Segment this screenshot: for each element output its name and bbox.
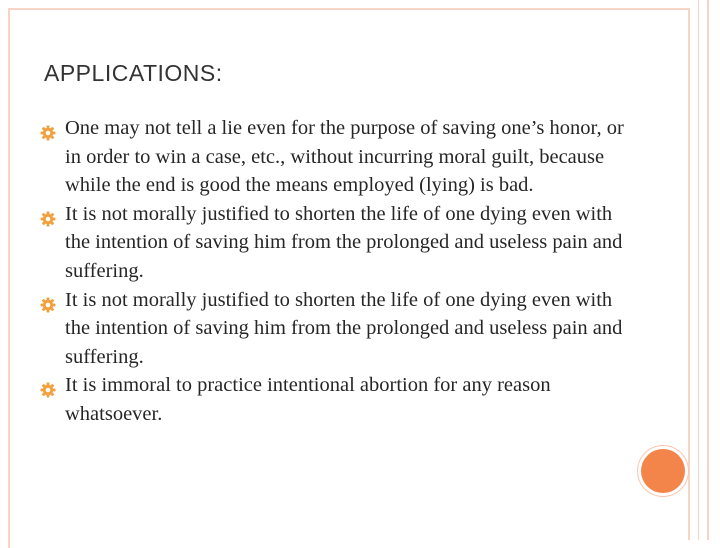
frame-right-mid-line xyxy=(698,0,699,540)
frame-right-outer-line xyxy=(707,0,709,540)
frame-top-line xyxy=(8,8,688,10)
bullet-item xyxy=(40,371,640,428)
gear-icon xyxy=(40,378,56,394)
bullet-list xyxy=(40,114,640,429)
bullet-item xyxy=(40,114,640,200)
bullet-item xyxy=(40,286,640,372)
bullet-text: It is not morally justified to shorten the life of one dying even with the intention of saving him from the prolonged and useless pain and suffering. xyxy=(65,288,623,368)
bullet-text: It is immoral to practice intentional abortion for any reason whatsoever. xyxy=(65,374,551,425)
bullet-text: One may not tell a lie even for the purpose of saving one’s honor, or in order to win a case, etc., without incurring moral guilt, because while the end is good the means employed (lying) is bad. xyxy=(65,117,624,197)
decorative-circle xyxy=(641,449,685,493)
bullet-item xyxy=(40,200,640,286)
frame-left-line xyxy=(8,8,10,548)
bullet-text: It is not morally justified to shorten the life of one dying even with the intention of saving him from the prolonged and useless pain and suffering. xyxy=(65,202,623,282)
gear-icon xyxy=(40,207,56,223)
frame-right-inner-line xyxy=(688,8,690,540)
gear-icon xyxy=(40,121,56,137)
gear-icon xyxy=(40,293,56,309)
slide-title: APPLICATIONS: xyxy=(44,60,223,86)
